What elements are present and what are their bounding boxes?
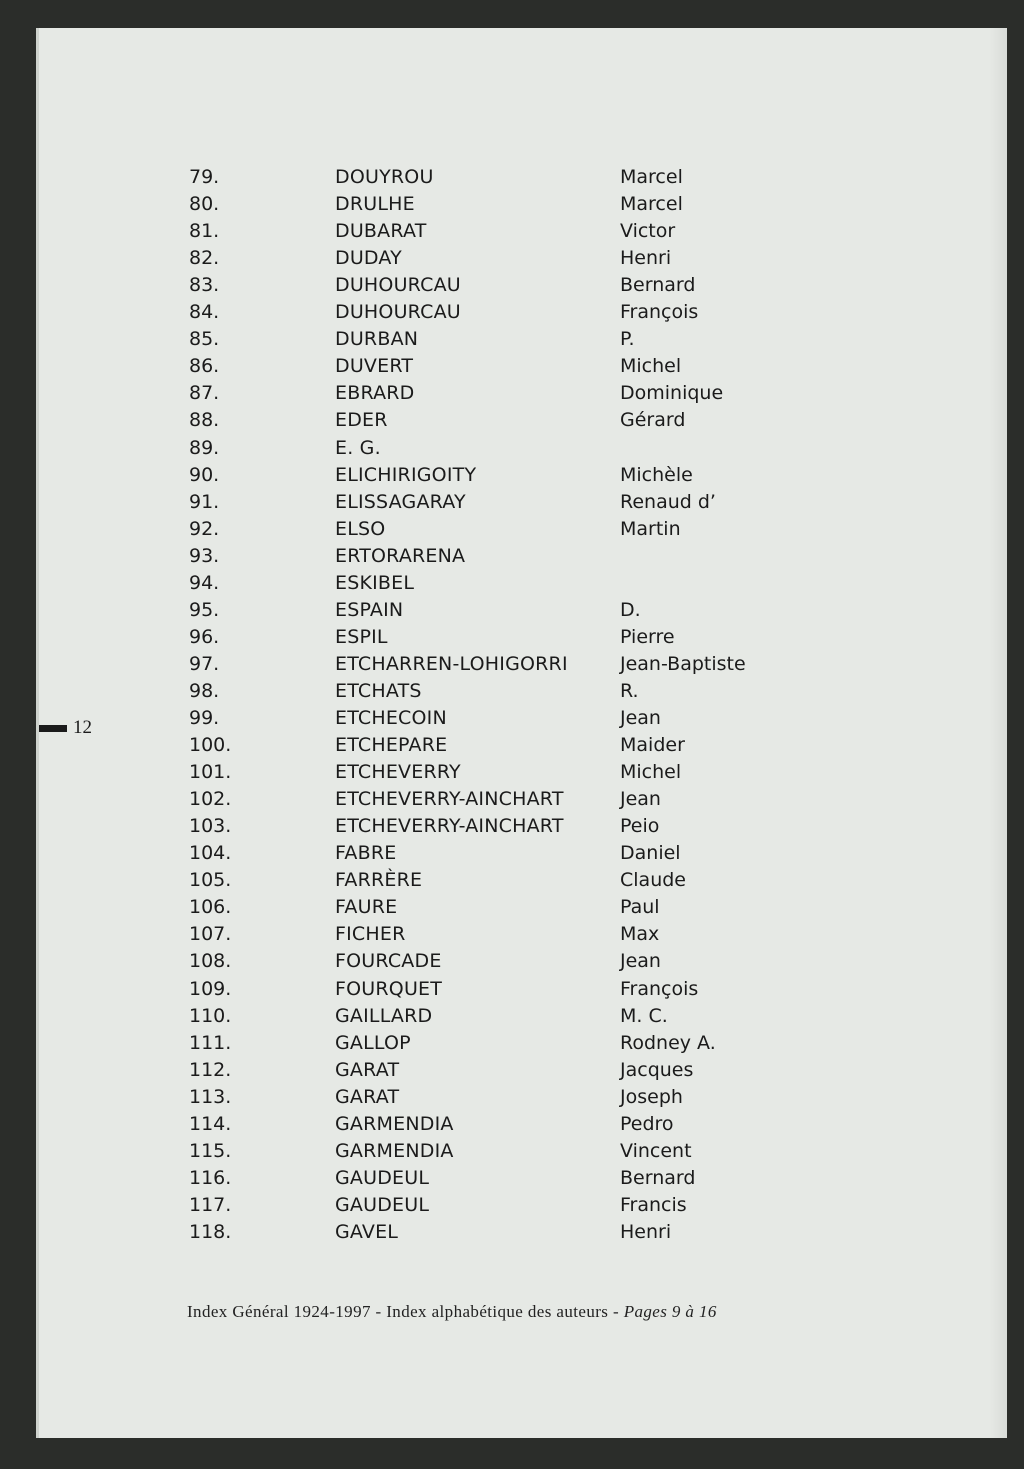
index-entry [39,218,1007,245]
entry-given-name: Marcel [620,166,683,188]
entry-surname: GAILLARD [335,1004,433,1027]
index-entry [39,705,1007,732]
entry-given-name: Joseph [620,1085,683,1108]
entry-surname: GARMENDIA [335,1112,454,1135]
entry-surname: GAUDEUL [335,1193,430,1216]
footer-pages: Pages 9 à 16 [623,1302,717,1321]
entry-surname: DOUYROU [335,166,434,188]
footer-index-title: Index Général 1924-1997 [187,1302,371,1321]
entry-number: 97. [189,652,220,675]
entry-given-name: Renaud d’ [620,490,716,513]
entry-number: 115. [189,1139,232,1162]
index-entry [39,624,1007,651]
footer-alpha-title: Index alphabétique des auteurs [386,1302,609,1321]
index-entry [39,191,1007,218]
entry-surname: DUBARAT [335,220,427,243]
entry-surname: GAUDEUL [335,1166,430,1189]
index-entry [39,1030,1007,1057]
index-entry [39,1084,1007,1111]
entry-surname: FARRÈRE [335,869,423,892]
index-entry [39,516,1007,543]
entry-number: 116. [189,1166,232,1189]
entry-surname: ETCHEVERRY-AINCHART [335,788,564,811]
entry-surname: ESPAIN [335,598,404,621]
entry-given-name: Michèle [620,463,693,486]
entry-number: 90. [189,463,220,486]
entry-given-name: Pierre [620,625,675,648]
entry-number: 117. [189,1193,232,1216]
entry-given-name: Maider [620,734,685,757]
entry-number: 98. [189,679,220,702]
index-entry [39,462,1007,489]
index-entry [39,164,1007,191]
document-page [36,28,1007,1438]
entry-surname: ETCHEVERRY [335,761,461,784]
entry-surname: DUVERT [335,355,414,378]
index-entry [39,597,1007,624]
index-entry [39,894,1007,921]
index-entry [39,1138,1007,1165]
entry-given-name: P. [620,328,635,351]
entry-number: 83. [189,274,220,297]
index-entry [39,840,1007,867]
entry-surname: GAVEL [335,1220,399,1243]
entry-number: 102. [189,788,232,811]
entry-number: 80. [189,193,220,216]
entry-surname: ESKIBEL [335,571,415,594]
entry-surname: FOURQUET [335,977,443,1000]
index-entry [39,786,1007,813]
entry-given-name: Francis [620,1193,687,1216]
index-entry [39,921,1007,948]
index-entry [39,976,1007,1003]
entry-given-name: Vincent [620,1139,692,1162]
entry-given-name: Jean-Baptiste [620,652,746,675]
entry-given-name: Michel [620,355,682,378]
entry-given-name: Jean [620,950,661,973]
entry-surname: ESPIL [335,625,388,648]
index-entry [39,272,1007,299]
entry-number: 82. [189,247,220,270]
entry-number: 93. [189,544,220,567]
index-entry [39,407,1007,434]
entry-given-name: Pedro [620,1112,674,1135]
index-entry [39,1192,1007,1219]
entry-given-name: François [620,301,699,324]
entry-surname: DUDAY [335,247,402,270]
index-entry [39,1219,1007,1246]
entry-surname: ELISSAGARAY [335,490,466,513]
page-footer [187,1302,717,1322]
entry-surname: GARAT [335,1058,400,1081]
footer-separator: - [370,1302,387,1321]
entry-number: 110. [189,1004,232,1027]
entry-surname: E. G. [335,436,381,459]
entry-surname: ETCHEPARE [335,734,448,757]
entry-number: 91. [189,490,220,513]
entry-given-name: Henri [620,1220,672,1243]
entry-surname: ETCHECOIN [335,707,447,729]
entry-number: 109. [189,977,232,1000]
index-entry [39,1111,1007,1138]
entry-number: 104. [189,842,232,865]
entry-number: 94. [189,571,220,594]
index-entry [39,299,1007,326]
entry-given-name: Paul [620,896,660,919]
index-entry [39,543,1007,570]
index-entry [39,948,1007,975]
entry-number: 81. [189,220,220,243]
entry-surname: ETCHARREN-LOHIGORRI [335,652,568,675]
entry-given-name: Jean [620,707,661,729]
entry-number: 88. [189,409,220,432]
entry-surname: ERTORARENA [335,544,466,567]
entry-number: 114. [189,1112,232,1135]
entry-number: 108. [189,950,232,973]
entry-given-name: Gérard [620,409,686,432]
index-entry [39,651,1007,678]
entry-number: 113. [189,1085,232,1108]
entry-number: 100. [189,734,232,757]
entry-given-name: Jean [620,788,661,811]
entry-given-name: Jacques [620,1058,694,1081]
entry-given-name: François [620,977,699,1000]
index-entry [39,435,1007,462]
entry-surname: ELICHIRIGOITY [335,463,477,486]
entry-number: 84. [189,301,220,324]
entry-given-name: Bernard [620,274,696,297]
index-entry [39,380,1007,407]
entry-number: 85. [189,328,220,351]
entry-number: 118. [189,1220,232,1243]
entry-number: 95. [189,598,220,621]
entry-surname: DUHOURCAU [335,301,461,324]
entry-number: 103. [189,815,232,838]
entry-surname: ELSO [335,517,386,540]
entry-number: 105. [189,869,232,892]
index-entry [39,1003,1007,1030]
index-entry [39,759,1007,786]
entry-given-name: Michel [620,761,682,784]
footer-separator: - [608,1302,624,1321]
index-entry [39,732,1007,759]
entry-surname: EDER [335,409,388,432]
entry-given-name: Rodney A. [620,1031,716,1054]
entry-surname: FICHER [335,923,406,946]
entry-number: 89. [189,436,220,459]
entry-surname: ETCHEVERRY-AINCHART [335,815,564,838]
entry-given-name: Peio [620,815,660,838]
entry-given-name: Claude [620,869,686,892]
entry-given-name: Victor [620,220,676,243]
index-entry [39,678,1007,705]
entry-number: 96. [189,625,220,648]
entry-number: 107. [189,923,232,946]
entry-given-name: D. [620,598,641,621]
entry-number: 99. [189,707,220,729]
entry-surname: GALLOP [335,1031,411,1054]
entry-given-name: Henri [620,247,672,270]
index-entry [39,1057,1007,1084]
entry-given-name: R. [620,679,639,702]
index-entry [39,353,1007,380]
entry-given-name: Max [620,923,660,946]
index-entry [39,326,1007,353]
entry-given-name: Marcel [620,193,683,216]
entry-surname: DURBAN [335,328,419,351]
entry-given-name: Daniel [620,842,681,865]
entry-given-name: Dominique [620,382,724,405]
entry-number: 92. [189,517,220,540]
entry-number: 111. [189,1031,232,1054]
entry-surname: DRULHE [335,193,415,216]
entry-surname: FAURE [335,896,398,919]
entry-number: 112. [189,1058,232,1081]
page-number: 12 [73,717,92,738]
entry-surname: GARMENDIA [335,1139,454,1162]
index-entry [39,489,1007,516]
entry-surname: GARAT [335,1085,400,1108]
entry-surname: FOURCADE [335,950,442,973]
entry-surname: ETCHATS [335,679,422,702]
index-entry [39,1165,1007,1192]
entry-number: 79. [189,166,220,188]
entry-surname: DUHOURCAU [335,274,461,297]
index-entry [39,867,1007,894]
index-entry [39,813,1007,840]
entry-given-name: M. C. [620,1004,668,1027]
entry-given-name: Bernard [620,1166,696,1189]
entry-number: 101. [189,761,232,784]
entry-given-name: Martin [620,517,681,540]
entry-number: 87. [189,382,220,405]
author-index-list [39,28,1007,1438]
entry-surname: EBRARD [335,382,415,405]
entry-number: 86. [189,355,220,378]
index-entry [39,245,1007,272]
entry-surname: FABRE [335,842,397,865]
entry-number: 106. [189,896,232,919]
index-entry [39,570,1007,597]
